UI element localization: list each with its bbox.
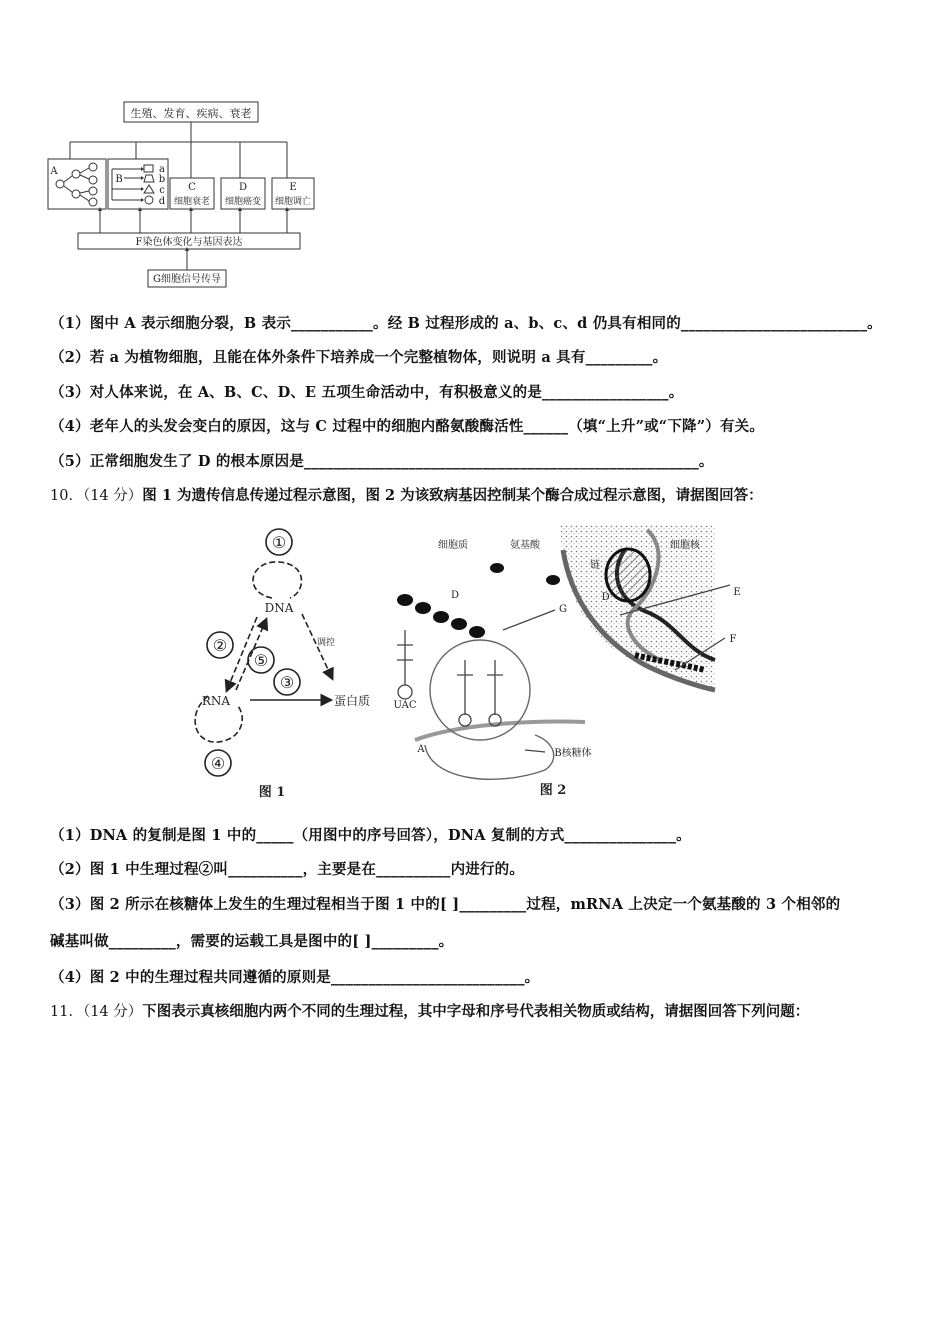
box-e-letter: E	[289, 182, 297, 193]
cell-life-diagram	[40, 96, 320, 292]
q11-number: 11．	[50, 1004, 83, 1020]
q10-part1: （1）DNA 的复制是图 1 中的_____（用图中的序号回答），DNA 复制的方式_______________。	[50, 827, 691, 844]
q10-part3a: （3）图 2 所示在核糖体上发生的生理过程相当于图 1 中的[ ]_________过程，mRNA 上决定一个氨基酸的 3 个相邻的	[50, 896, 841, 913]
box-c-text: 细胞衰老	[173, 197, 211, 207]
q10-heading	[50, 484, 763, 505]
q10-score: （14 分）	[82, 488, 143, 504]
box-d-text: 细胞癌变	[224, 197, 262, 207]
output-b: b	[158, 174, 166, 185]
circle-3-label: ③	[279, 673, 295, 692]
chain-label: 链	[590, 560, 600, 571]
box-f-text: F染色体变化与基因表达	[135, 237, 243, 248]
q11-score: （14 分）	[82, 1004, 143, 1020]
label-f: F	[729, 634, 737, 645]
dna-label: DNA	[264, 601, 294, 615]
output-d: d	[158, 196, 166, 207]
q9-part3: （3）对人体来说，在 A、B、C、D、E 五项生命活动中，有积极意义的是_________________。	[50, 384, 684, 401]
q10-stem: 图 1 为遗传信息传递过程示意图，图 2 为该致病基因控制某个酶合成过程示意图，请据图回答：	[142, 487, 763, 504]
box-d-letter: D	[238, 182, 248, 193]
circle-4-label: ④	[210, 754, 226, 773]
circle-2-label: ②	[212, 636, 228, 655]
label-d-prime: D'	[601, 592, 613, 603]
q11-heading	[50, 1000, 809, 1021]
q10-part4: （4）图 2 中的生理过程共同遵循的原则是__________________________。	[50, 969, 540, 986]
ribosome-label: B核糖体	[554, 748, 592, 759]
q9-part5: （5）正常细胞发生了 D 的根本原因是_____________________________________________________。	[50, 453, 714, 470]
output-a: a	[159, 164, 165, 175]
q9-part1: （1）图中 A 表示细胞分裂，B 表示___________。经 B 过程形成的 a、b、c、d 仍具有相同的_________________________。	[50, 315, 882, 332]
cytoplasm-label: 细胞质	[438, 540, 468, 551]
output-c: c	[159, 185, 165, 196]
protein-label: 蛋白质	[333, 694, 371, 708]
figure-1-info-flow	[180, 520, 380, 805]
q10-number: 10．	[50, 488, 83, 504]
label-a: A	[50, 166, 58, 177]
label-d: D	[450, 590, 460, 601]
top-box-text: 生殖、发育、疾病、衰老	[130, 107, 252, 120]
q9-part4: （4）老年人的头发会变白的原因，这与 C 过程中的细胞内酪氨酸酶活性______（填“上升”或“下降”）有关。	[50, 418, 765, 435]
label-b: B	[115, 174, 123, 185]
label-g: G	[559, 604, 567, 615]
figure-2-translation	[385, 520, 755, 805]
box-g-text: G细胞信号传导	[153, 274, 221, 285]
circle-5-label: ⑤	[253, 651, 269, 670]
label-e: E	[733, 587, 741, 598]
q10-part2: （2）图 1 中生理过程②叫__________，主要是在__________内进行的。	[50, 861, 525, 878]
amino-acid-label: 氨基酸	[510, 540, 540, 551]
q10-part3b: 碱基叫做_________，需要的运载工具是图中的[ ]_________。	[50, 933, 454, 950]
regulate-label: 调控	[316, 638, 336, 648]
uac-label: UAC	[393, 700, 417, 711]
box-e-text: 细胞调亡	[274, 197, 312, 207]
nucleus-label: 细胞核	[670, 540, 700, 551]
box-c-letter: C	[188, 182, 196, 193]
figure-2-caption: 图 2	[539, 783, 567, 798]
circle-1-label: ①	[271, 533, 287, 552]
rna-label: RNA	[201, 694, 231, 708]
label-a: A	[417, 744, 425, 755]
figure-1-caption: 图 1	[258, 785, 286, 800]
q9-part2: （2）若 a 为植物细胞，且能在体外条件下培养成一个完整植物体，则说明 a 具有_________。	[50, 349, 668, 366]
q11-stem: 下图表示真核细胞内两个不同的生理过程，其中字母和序号代表相关物质或结构，请据图回答下列问题：	[142, 1003, 810, 1020]
